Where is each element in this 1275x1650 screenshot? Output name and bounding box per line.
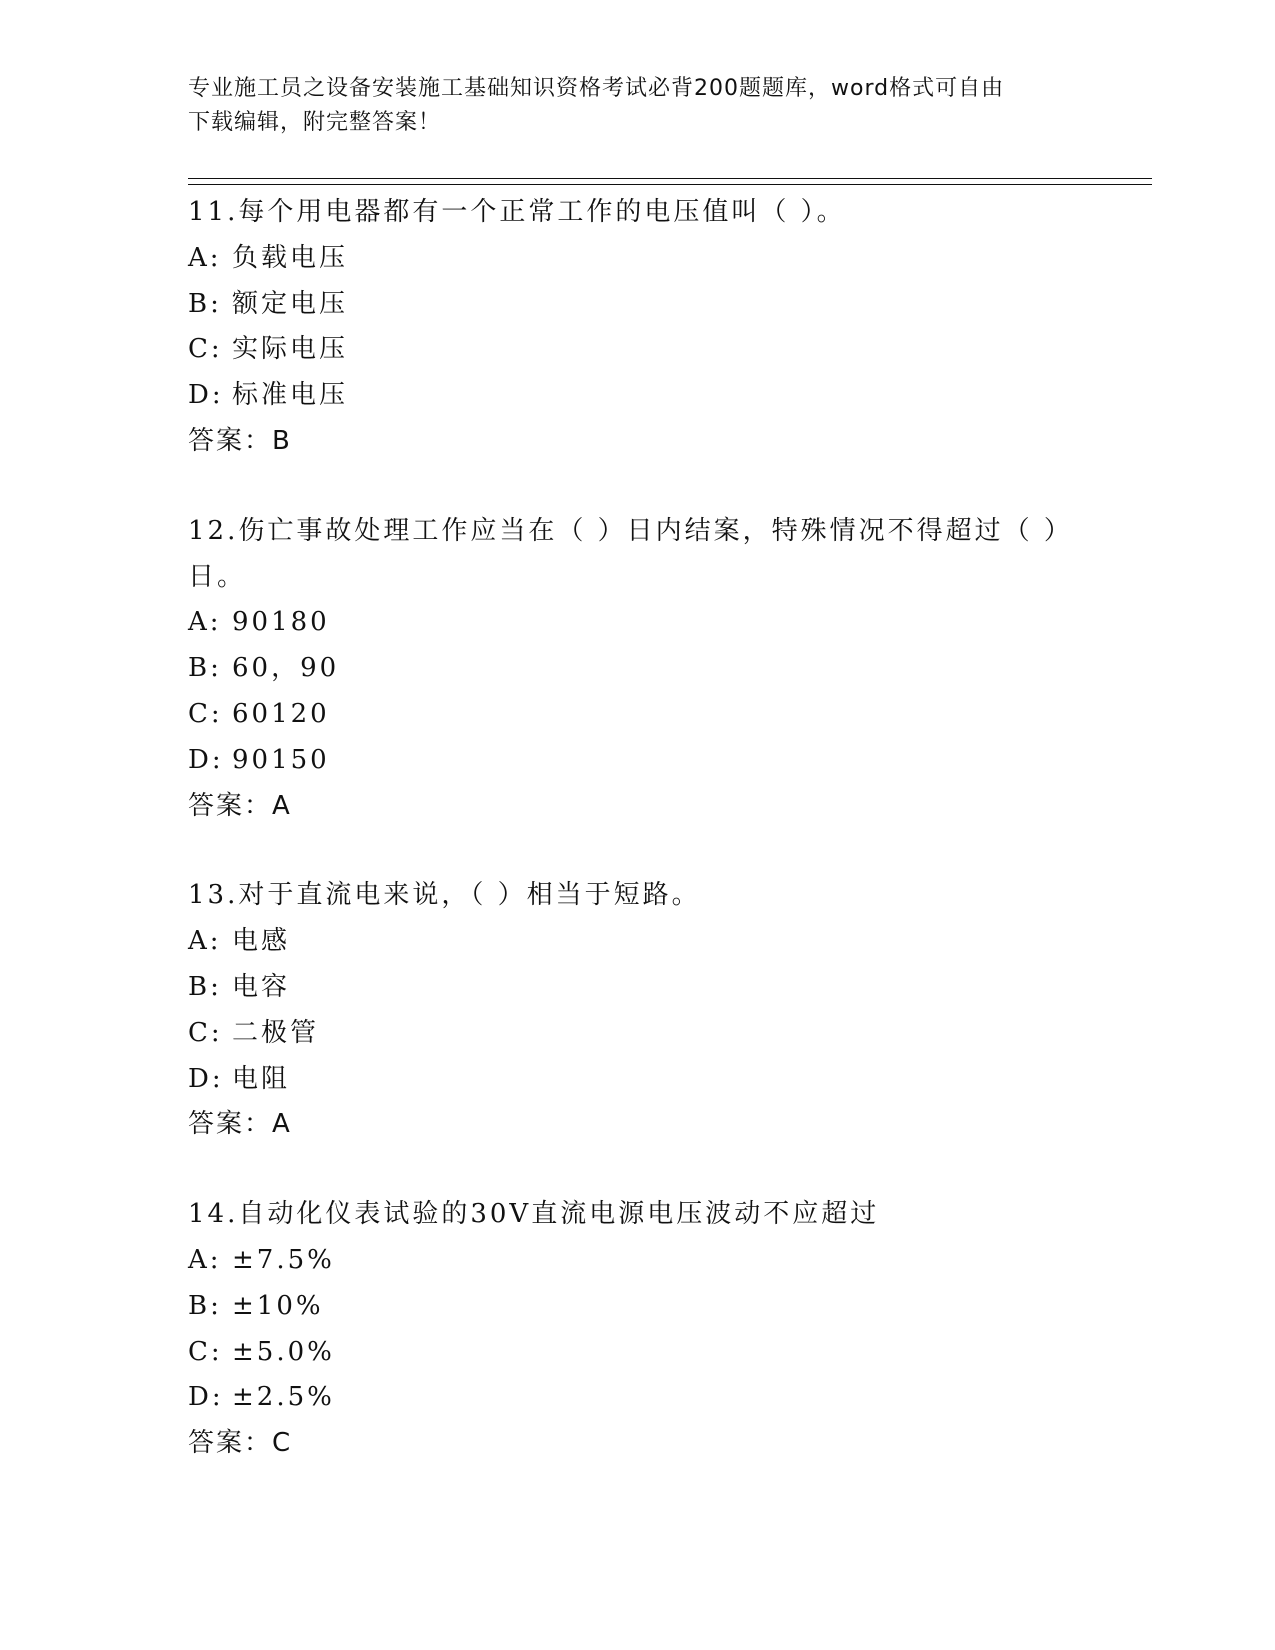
option-letter: D:: [188, 1063, 224, 1094]
answer: 答案：A: [188, 1109, 292, 1140]
question-stem: [188, 190, 1068, 236]
option-text: ±5.0%: [232, 1336, 335, 1367]
option-a: [188, 1238, 1088, 1284]
option-letter: A:: [188, 1244, 222, 1275]
question-stem-line-1: 14.自动化仪表试验的30V直流电源电压波动不应超过: [188, 1199, 880, 1230]
option-text: 电阻: [232, 1063, 291, 1094]
option-text: 60，90: [232, 653, 340, 684]
option-text: ±2.5%: [232, 1382, 335, 1413]
option-text: 负载电压: [232, 242, 349, 273]
option-letter: D:: [188, 1382, 224, 1413]
answer: 答案：C: [188, 1428, 293, 1459]
option-letter: B:: [188, 653, 222, 684]
question-stem-line-1: 12.伤亡事故处理工作应当在（ ）日内结案，特殊情况不得超过（ ）: [188, 515, 1073, 546]
question-11: [188, 190, 1088, 465]
option-letter: A:: [188, 926, 222, 957]
answer: 答案：A: [188, 790, 292, 821]
question-list: [188, 190, 1088, 1511]
document-header: [188, 72, 1068, 140]
option-letter: A:: [188, 607, 222, 638]
option-text: ±7.5%: [232, 1244, 335, 1275]
option-text: ±10%: [232, 1290, 324, 1321]
option-c: [188, 1011, 1088, 1057]
header-divider-top: [188, 178, 1152, 179]
question-stem-line-1: 13.对于直流电来说，（ ）相当于短路。: [188, 880, 701, 911]
option-text: 额定电压: [232, 288, 349, 319]
option-d: [188, 1057, 1088, 1103]
question-stem-line-1: 11.每个用电器都有一个正常工作的电压值叫（ ）。: [188, 197, 846, 227]
option-letter: C:: [188, 334, 223, 365]
header-divider-bottom: [188, 184, 1152, 185]
option-text: 电感: [232, 926, 291, 957]
option-c: [188, 327, 1088, 373]
option-b: [188, 965, 1088, 1011]
option-text: 实际电压: [232, 334, 349, 365]
option-letter: D:: [188, 744, 224, 775]
question-stem: [188, 873, 1068, 919]
option-a: [188, 236, 1088, 282]
option-text: 90150: [232, 744, 330, 775]
option-d: [188, 738, 1088, 784]
option-c: [188, 1330, 1088, 1376]
option-text: 电容: [232, 971, 291, 1002]
option-letter: B:: [188, 288, 222, 319]
option-letter: B:: [188, 1290, 222, 1321]
option-text: 60120: [232, 698, 330, 729]
option-letter: C:: [188, 1017, 223, 1048]
option-a: [188, 919, 1088, 965]
option-text: 二极管: [232, 1017, 320, 1048]
question-12: [188, 509, 1088, 830]
option-text: 90180: [232, 607, 330, 638]
question-14: [188, 1192, 1088, 1467]
option-b: [188, 646, 1088, 692]
option-letter: D:: [188, 380, 224, 411]
option-letter: B:: [188, 971, 222, 1002]
option-letter: C:: [188, 698, 223, 729]
header-line-2: 下载编辑，附完整答案！: [188, 110, 442, 135]
question-stem-line-2: 日。: [188, 561, 247, 592]
option-b: [188, 282, 1088, 328]
option-text: 标准电压: [232, 380, 349, 411]
option-c: [188, 692, 1088, 738]
answer: 答案：B: [188, 425, 292, 456]
option-letter: A:: [188, 242, 222, 273]
header-line-1: 专业施工员之设备安装施工基础知识资格考试必背200题题库，word格式可自由: [188, 76, 1005, 101]
option-letter: C:: [188, 1336, 223, 1367]
option-b: [188, 1284, 1088, 1330]
question-stem: [188, 509, 1073, 601]
option-d: [188, 373, 1088, 419]
question-stem: [188, 1192, 1068, 1238]
option-d: [188, 1375, 1088, 1421]
question-13: [188, 873, 1088, 1148]
option-a: [188, 600, 1088, 646]
